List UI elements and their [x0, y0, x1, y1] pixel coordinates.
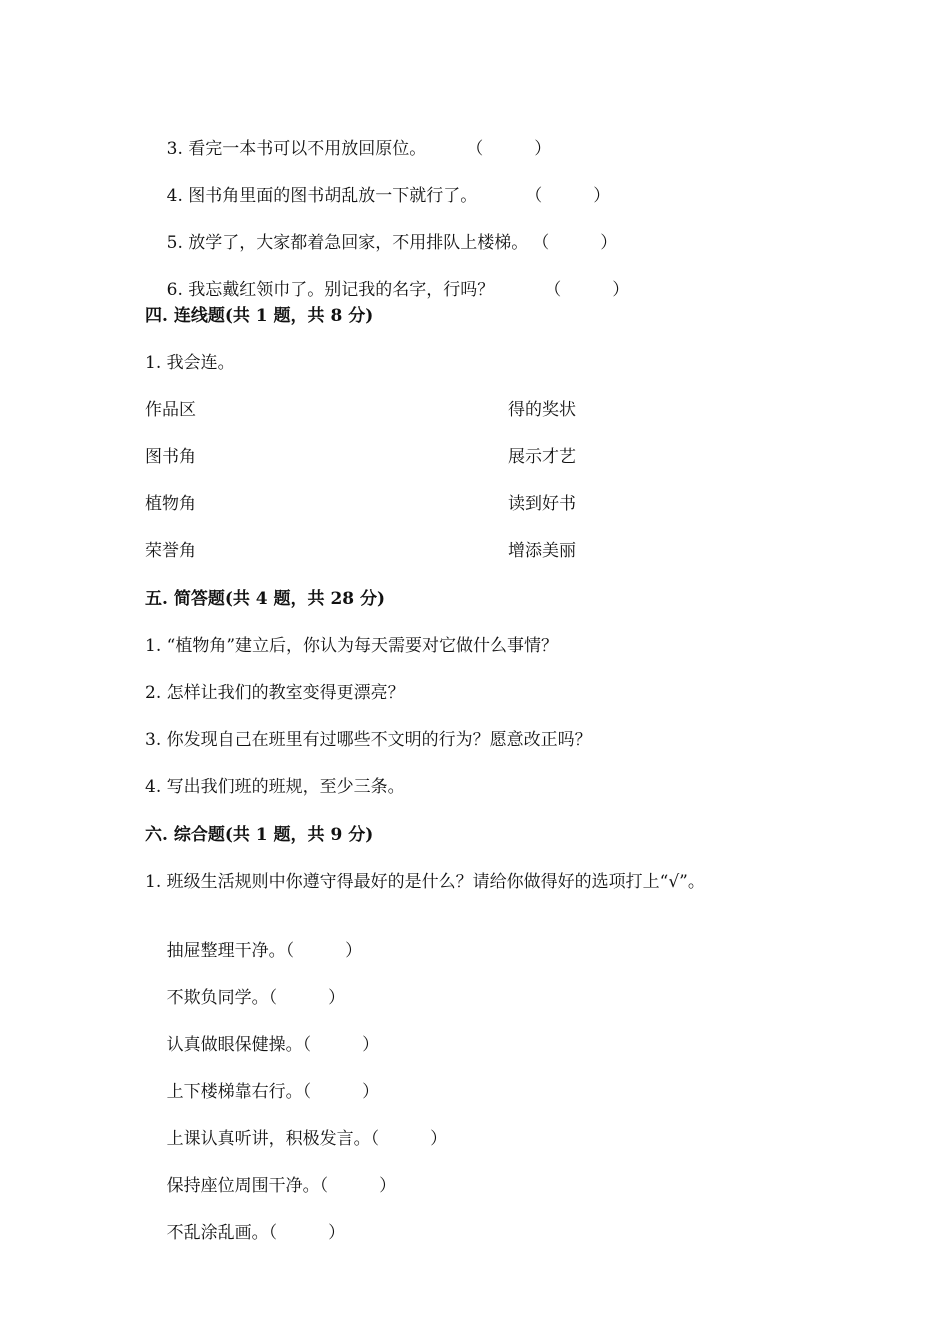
answer-blank[interactable]: （ ） [544, 280, 630, 300]
judgment-item-text: 3. 看完一本书可以不用放回原位。 [166, 139, 427, 159]
check-blank[interactable]: （ ） [268, 1223, 346, 1243]
check-blank[interactable]: （ ） [319, 1176, 397, 1196]
matching-right-item[interactable]: 得的奖状 [508, 400, 576, 420]
matching-left-item[interactable]: 作品区 [145, 400, 196, 420]
matching-left-item[interactable]: 图书角 [145, 447, 196, 467]
matching-question: 1. 我会连。 [145, 353, 235, 373]
check-blank[interactable]: （ ） [268, 988, 346, 1008]
option-text: 上下楼梯靠右行。 [166, 1082, 303, 1102]
section-heading-matching: 四. 连线题(共 1 题，共 8 分) [145, 306, 374, 326]
option-text: 不欺负同学。 [166, 988, 269, 1008]
check-blank[interactable]: （ ） [302, 1082, 380, 1102]
short-answer-question: 2. 怎样让我们的教室变得更漂亮？ [145, 683, 405, 703]
matching-left-item[interactable]: 植物角 [145, 494, 196, 514]
option-row [145, 1200, 345, 1266]
short-answer-question: 3. 你发现自己在班里有过哪些不文明的行为？愿意改正吗？ [145, 730, 592, 750]
answer-blank[interactable]: （ ） [466, 139, 552, 159]
judgment-item-text: 6. 我忘戴红领巾了。别记我的名字，行吗？ [166, 280, 495, 300]
option-text: 上课认真听讲，积极发言。 [166, 1129, 371, 1149]
judgment-item-text: 4. 图书角里面的图书胡乱放一下就行了。 [166, 186, 478, 206]
answer-blank[interactable]: （ ） [532, 233, 618, 253]
check-blank[interactable]: （ ） [302, 1035, 380, 1055]
option-text: 不乱涂乱画。 [166, 1223, 269, 1243]
option-text: 保持座位周围干净。 [166, 1176, 320, 1196]
short-answer-question: 1. “植物角”建立后，你认为每天需要对它做什么事情？ [145, 636, 559, 656]
matching-right-item[interactable]: 增添美丽 [508, 541, 576, 561]
matching-right-item[interactable]: 展示才艺 [508, 447, 576, 467]
short-answer-question: 4. 写出我们班的班规，至少三条。 [145, 777, 405, 797]
check-blank[interactable]: （ ） [285, 941, 363, 961]
matching-right-item[interactable]: 读到好书 [508, 494, 576, 514]
option-text: 抽屉整理干净。 [166, 941, 286, 961]
matching-left-item[interactable]: 荣誉角 [145, 541, 196, 561]
answer-blank[interactable]: （ ） [525, 186, 611, 206]
check-blank[interactable]: （ ） [370, 1129, 448, 1149]
judgment-item-text: 5. 放学了，大家都着急回家，不用排队上楼梯。 [166, 233, 529, 253]
comprehensive-question: 1. 班级生活规则中你遵守得最好的是什么？请给你做得好的选项打上“√”。 [145, 872, 705, 892]
section-heading-short-answer: 五. 简答题(共 4 题，共 28 分) [145, 589, 386, 609]
option-text: 认真做眼保健操。 [166, 1035, 303, 1055]
section-heading-comprehensive: 六. 综合题(共 1 题，共 9 分) [145, 825, 374, 845]
